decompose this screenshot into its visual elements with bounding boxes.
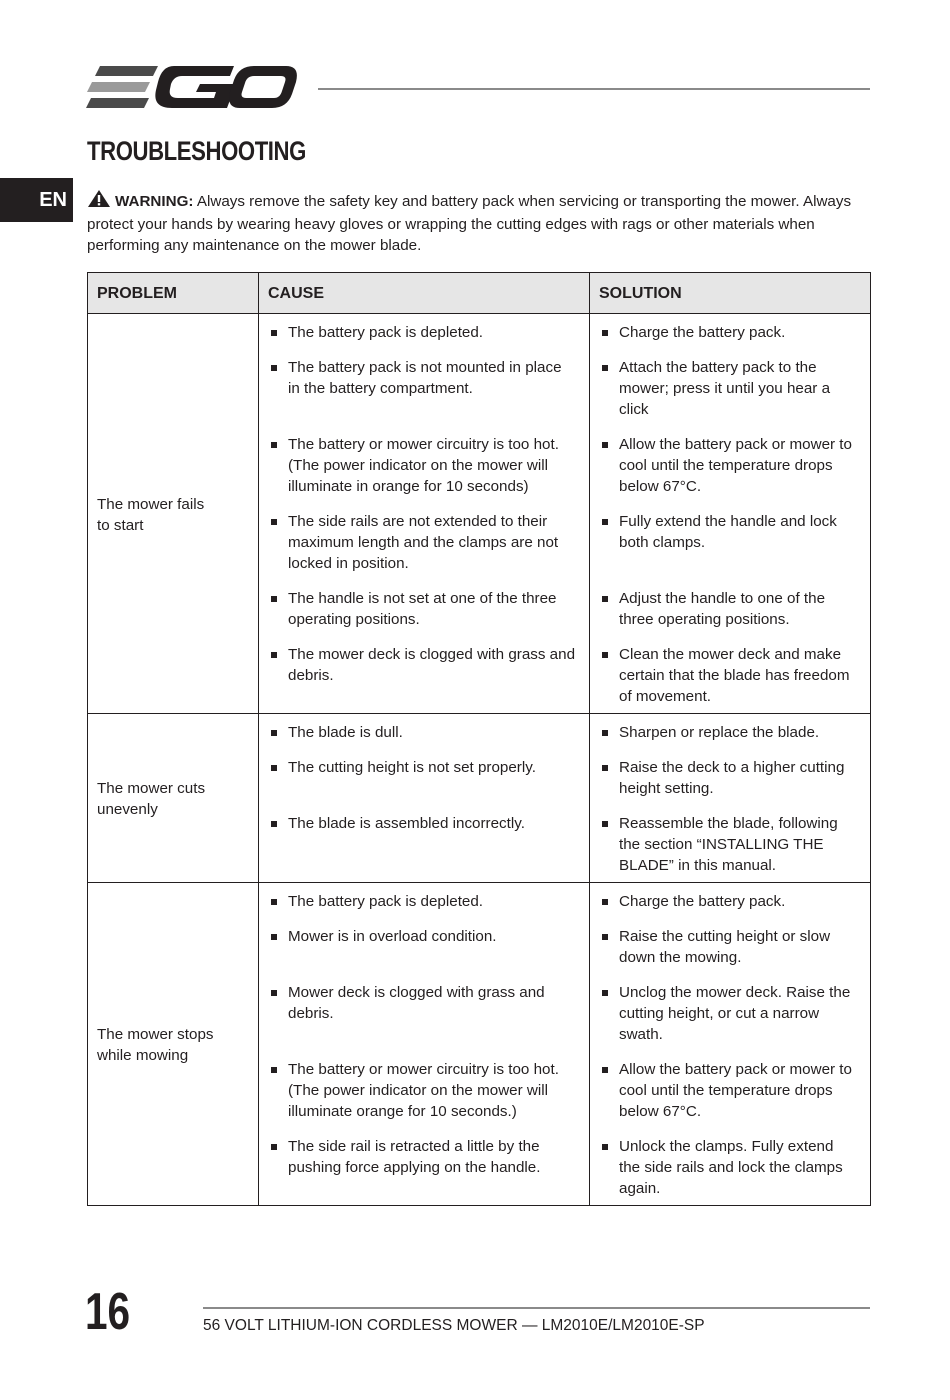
table-row [88, 714, 871, 883]
cause-item: The blade is dull. [268, 722, 580, 743]
solution-item: Raise the cutting height or slow down the mowing. [599, 926, 861, 968]
header-solution: SOLUTION [590, 273, 871, 314]
solution-item: Attach the battery pack to the mower; press it until you hear a click [599, 357, 861, 420]
ego-logo [86, 64, 298, 117]
header-problem: PROBLEM [88, 273, 259, 314]
solution-item: Charge the battery pack. [599, 891, 861, 912]
table-header-row [88, 273, 871, 314]
solution-item: Reassemble the blade, following the section “INSTALLING THE BLADE” in this manual. [599, 813, 861, 876]
cause-cell [259, 314, 590, 714]
solution-item: Clean the mower deck and make certain that the blade has freedom of movement. [599, 644, 861, 707]
cause-cell [259, 883, 590, 1206]
cause-item: The mower deck is clogged with grass and debris. [268, 644, 580, 707]
footer-text: 56 VOLT LITHIUM-ION CORDLESS MOWER — LM2010E/LM2010E-SP [203, 1317, 705, 1334]
ego-logo-icon [86, 64, 298, 112]
warning-text: Always remove the safety key and battery pack when servicing or transporting the mower. Always protect your hands by wearing heavy gloves or wrapping the cutting edges with rags or other materials when performing any maintenance on the mower blade. [87, 193, 852, 254]
solution-item: Sharpen or replace the blade. [599, 722, 861, 743]
cause-item: The battery pack is not mounted in place in the battery compartment. [268, 357, 580, 420]
cause-cell [259, 714, 590, 883]
warning-triangle-icon [87, 189, 111, 214]
troubleshooting-table [87, 272, 871, 1206]
cause-item: The battery pack is depleted. [268, 891, 580, 912]
solution-item: Fully extend the handle and lock both clamps. [599, 511, 861, 574]
solution-item: Allow the battery pack or mower to cool until the temperature drops below 67°C. [599, 434, 861, 497]
problem-text: The mower stops while mowing [97, 1026, 214, 1064]
cause-item: The cutting height is not set properly. [268, 757, 580, 799]
section-title: TROUBLESHOOTING [87, 136, 306, 166]
warning-label: WARNING: [115, 193, 194, 210]
problem-text: The mower fails to start [97, 495, 205, 534]
problem-cell [88, 314, 259, 714]
language-tab: EN [0, 178, 73, 222]
solution-item: Unclog the mower deck. Raise the cutting height, or cut a narrow swath. [599, 982, 861, 1045]
header-cause: CAUSE [259, 273, 590, 314]
cause-item: The battery or mower circuitry is too hot. (The power indicator on the mower will illuminate orange for 10 seconds.) [268, 1059, 580, 1122]
solution-item: Allow the battery pack or mower to cool until the temperature drops below 67°C. [599, 1059, 861, 1122]
cause-item: The handle is not set at one of the three operating positions. [268, 588, 580, 630]
solution-item: Charge the battery pack. [599, 322, 861, 343]
solution-item: Raise the deck to a higher cutting height setting. [599, 757, 861, 799]
problem-cell [88, 714, 259, 883]
cause-item: The blade is assembled incorrectly. [268, 813, 580, 876]
footer-rule [203, 1307, 870, 1309]
solution-item: Unlock the clamps. Fully extend the side rails and lock the clamps again. [599, 1136, 861, 1199]
cause-item: The side rail is retracted a little by the pushing force applying on the handle. [268, 1136, 580, 1185]
table-row [88, 883, 871, 1206]
problem-cell [88, 883, 259, 1206]
solution-item: Adjust the handle to one of the three operating positions. [599, 588, 861, 630]
warning-notice [87, 189, 867, 256]
table-row [88, 314, 871, 714]
solution-cell [590, 314, 871, 714]
cause-item: Mower deck is clogged with grass and debris. [268, 982, 580, 1045]
solution-cell [590, 883, 871, 1206]
page-number: 16 [85, 1283, 131, 1341]
problem-text: The mower cuts unevenly [97, 780, 206, 818]
cause-item: The battery or mower circuitry is too hot. (The power indicator on the mower will illuminate in orange for 10 seconds) [268, 434, 580, 497]
header-rule [318, 88, 870, 90]
solution-cell [590, 714, 871, 883]
cause-item: The battery pack is depleted. [268, 322, 580, 343]
cause-item: Mower is in overload condition. [268, 926, 580, 968]
cause-item: The side rails are not extended to their maximum length and the clamps are not locked in position. [268, 511, 580, 574]
